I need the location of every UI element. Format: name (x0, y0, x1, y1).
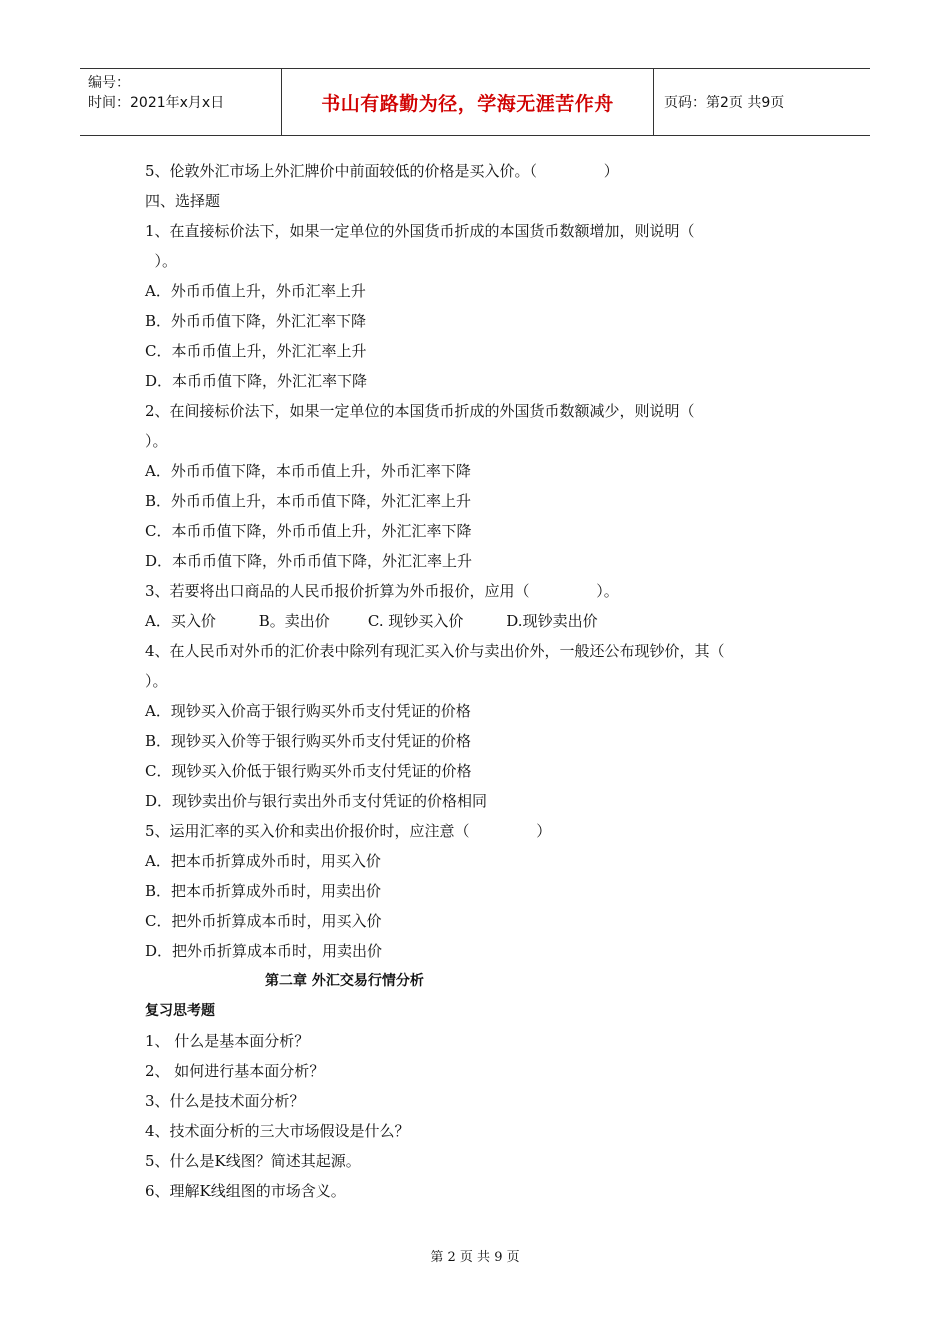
header-meta (80, 69, 282, 135)
header-motto-cell (282, 69, 654, 135)
page-header (80, 68, 870, 136)
option-line: C．把外币折算成本币时，用买入价 (145, 912, 382, 930)
document-body (145, 156, 810, 1206)
option-line: A．现钞买入价高于银行购买外币支付凭证的价格 (145, 702, 471, 720)
question-4-cont: ）。 (145, 672, 168, 690)
page-footer: 第 2 页 共 9 页 (430, 1250, 520, 1265)
option-line: B．外币币值上升，本币币值下降，外汇汇率上升 (145, 492, 472, 510)
text-line: 5、伦敦外汇市场上外汇牌价中前面较低的价格是买入价。（ ） (145, 162, 619, 180)
option-line: D．本币币值下降，外汇汇率下降 (145, 372, 368, 390)
header-page-info: 页码：第2页 共9页 (664, 95, 785, 111)
question-3: 3、若要将出口商品的人民币报价折算为外币报价，应用（ ）。 (145, 582, 619, 600)
option-line: B．现钞买入价等于银行购买外币支付凭证的价格 (145, 732, 472, 750)
option-line: C．本币币值下降，外币币值上升，外汇汇率下降 (145, 522, 472, 540)
review-item: 6、理解K线组图的市场含义。 (145, 1182, 346, 1200)
document-date: 时间：2021年x月x日 (88, 95, 225, 111)
review-item: 5、什么是K线图？简述其起源。 (145, 1152, 361, 1170)
option-line: A．外币币值下降，本币币值上升，外币汇率下降 (145, 462, 471, 480)
option-line: C．现钞买入价低于银行购买外币支付凭证的价格 (145, 762, 472, 780)
option-line: A．买入价 B。卖出价 C. 现钞买入价 D.现钞卖出价 (145, 612, 598, 630)
review-item: 2、 如何进行基本面分析？ (145, 1062, 325, 1080)
review-item: 4、技术面分析的三大市场假设是什么？ (145, 1122, 410, 1140)
chapter-title: 第二章 外汇交易行情分析 (265, 973, 424, 989)
option-line: C．本币币值上升，外汇汇率上升 (145, 342, 367, 360)
question-1-cont: ）。 (145, 252, 178, 270)
question-1: 1、在直接标价法下，如果一定单位的外国货币折成的本国货币数额增加，则说明（ (145, 222, 695, 240)
option-line: A．外币币值上升，外币汇率上升 (145, 282, 366, 300)
section-title: 四、选择题 (145, 192, 221, 210)
review-item: 3、什么是技术面分析？ (145, 1092, 305, 1110)
question-4: 4、在人民币对外币的汇价表中除列有现汇买入价与卖出价外，一般还公布现钞价，其（ (145, 642, 725, 660)
document-number: 编号： (88, 75, 130, 91)
option-line: D．现钞卖出价与银行卖出外币支付凭证的价格相同 (145, 792, 488, 810)
option-line: D．本币币值下降，外币币值下降，外汇汇率上升 (145, 552, 473, 570)
option-line: A．把本币折算成外币时，用买入价 (145, 852, 381, 870)
question-2: 2、在间接标价法下，如果一定单位的本国货币折成的外国货币数额减少，则说明（ (145, 402, 695, 420)
option-line: B．把本币折算成外币时，用卖出价 (145, 882, 382, 900)
question-2-cont: ）。 (145, 432, 168, 450)
option-line: D．把外币折算成本币时，用卖出价 (145, 942, 383, 960)
option-line: B．外币币值下降，外汇汇率下降 (145, 312, 367, 330)
header-motto: 书山有路勤为径，学海无涯苦作舟 (321, 92, 614, 115)
review-item: 1、 什么是基本面分析？ (145, 1032, 310, 1050)
question-5: 5、运用汇率的买入价和卖出价报价时，应注意（ ） (145, 822, 552, 840)
review-title: 复习思考题 (145, 1003, 215, 1019)
